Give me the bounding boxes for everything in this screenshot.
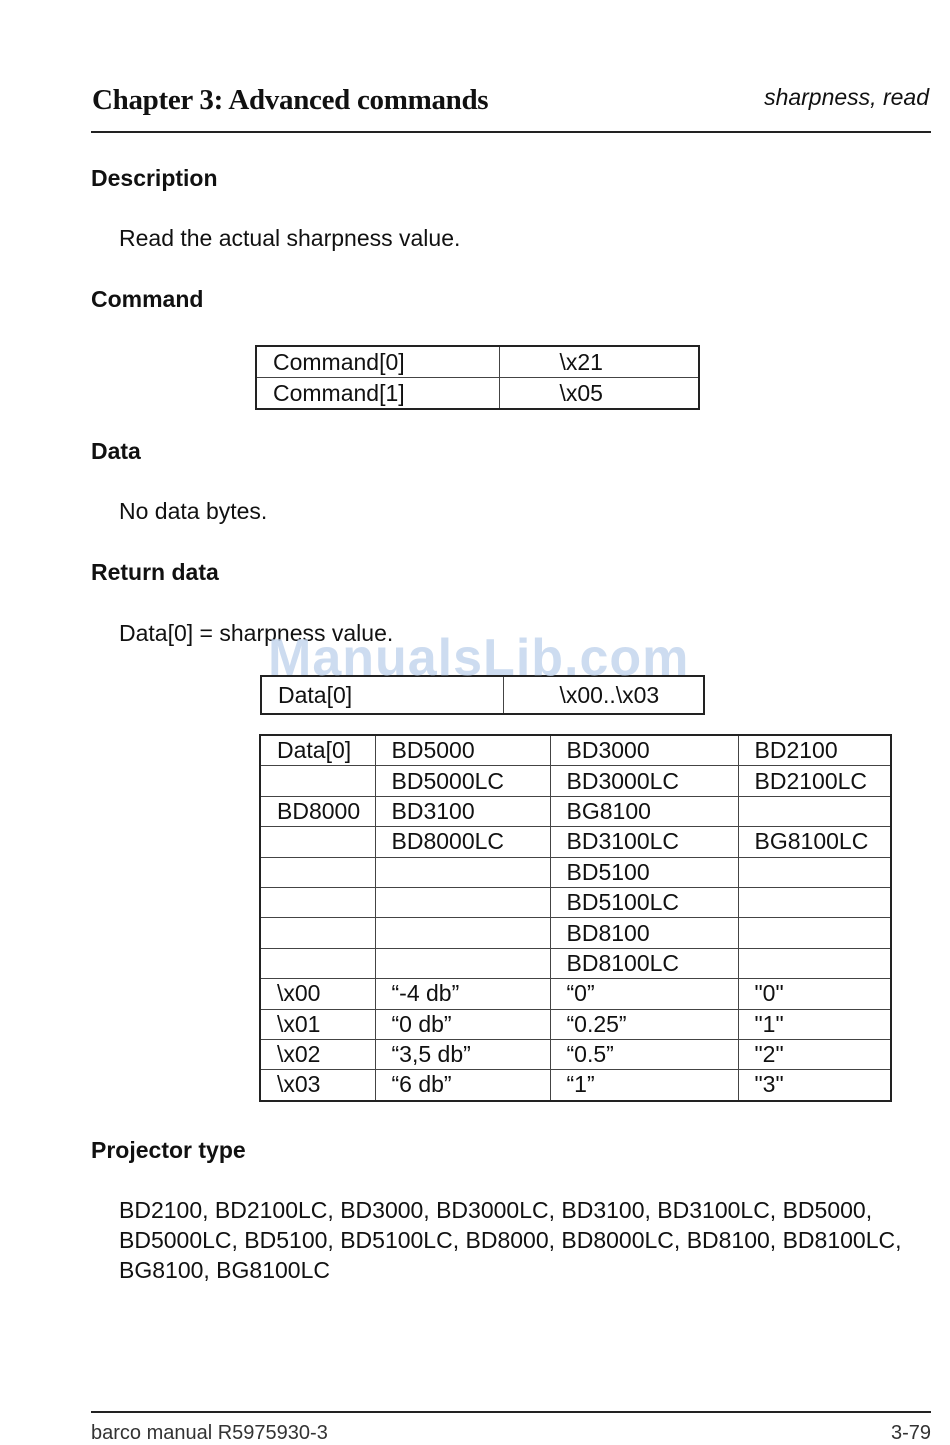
- table-cell: BD2100LC: [738, 766, 891, 796]
- table-cell: [375, 857, 550, 887]
- table-cell: "1": [738, 1009, 891, 1039]
- table-cell: BG8100LC: [738, 827, 891, 857]
- table-row: [260, 918, 891, 948]
- table-row: [261, 676, 704, 714]
- footer-left: barco manual R5975930-3: [91, 1422, 328, 1444]
- table-cell: Command[0]: [256, 346, 499, 378]
- table-cell: "0": [738, 979, 891, 1009]
- table-cell: BD5100LC: [550, 887, 738, 917]
- table-cell: [738, 948, 891, 978]
- table-cell: [260, 857, 375, 887]
- table-cell: BD3000LC: [550, 766, 738, 796]
- table-cell: \x00..\x03: [559, 681, 660, 708]
- chapter-title: Chapter 3: Advanced commands: [92, 84, 489, 116]
- table-cell: \x21: [499, 346, 699, 378]
- table-row: [260, 735, 891, 766]
- projector-type-heading: Projector type: [91, 1137, 246, 1163]
- table-cell: [738, 857, 891, 887]
- table-cell: “-4 db”: [375, 979, 550, 1009]
- table-cell: \x03: [260, 1070, 375, 1101]
- table-cell: “3,5 db”: [375, 1039, 550, 1069]
- table-cell: [375, 948, 550, 978]
- table-row: [260, 1070, 891, 1101]
- table-row: [260, 796, 891, 826]
- footer-page-number: 3-79: [890, 1422, 931, 1444]
- data-text: No data bytes.: [119, 498, 268, 524]
- table-cell: BD3100: [375, 796, 550, 826]
- table-row: [260, 887, 891, 917]
- table-cell: "3": [754, 1071, 784, 1098]
- return-data-text: Data[0] = sharpness value.: [119, 620, 394, 646]
- table-cell: “1”: [550, 1070, 738, 1101]
- table-cell: Data[0]: [260, 735, 375, 766]
- table-cell: \x02: [260, 1039, 375, 1069]
- table-cell: [738, 918, 891, 948]
- footer: [91, 1422, 931, 1444]
- table-cell: [738, 887, 891, 917]
- table-cell: BD8000: [260, 796, 375, 826]
- projector-type-list: BD2100, BD2100LC, BD3000, BD3000LC, BD3100, BD3100LC, BD5000, BD5000LC, BD5100, BD5100LC, BD8000, BD8000LC, BD8100, BD8100LC, BG8100, BG8100LC: [119, 1197, 902, 1283]
- command-table: [255, 345, 700, 410]
- table-row: [260, 857, 891, 887]
- table-cell: [260, 827, 375, 857]
- table-cell: BD8100LC: [550, 948, 738, 978]
- table-cell: “0 db”: [375, 1009, 550, 1039]
- table-cell: Data[0]: [261, 676, 503, 714]
- table-cell: BD3100LC: [550, 827, 738, 857]
- table-cell: “0.25”: [550, 1009, 738, 1039]
- return-values-table: [259, 734, 892, 1102]
- data-heading: Data: [91, 438, 141, 464]
- table-cell: “6 db”: [375, 1070, 550, 1101]
- table-cell: BD8000LC: [375, 827, 550, 857]
- header-rule: [91, 131, 931, 133]
- table-row: [260, 827, 891, 857]
- footer-rule: [91, 1411, 931, 1413]
- table-cell: BD5100: [550, 857, 738, 887]
- table-cell: \x05: [559, 379, 603, 406]
- table-row: [256, 378, 699, 410]
- table-cell: BD3000: [550, 735, 738, 766]
- table-cell: BD8100: [550, 918, 738, 948]
- table-cell: [260, 948, 375, 978]
- table-row: [260, 766, 891, 796]
- table-row: [260, 1039, 891, 1069]
- command-heading: Command: [91, 286, 204, 312]
- watermark: ManualsLib.com: [268, 629, 690, 687]
- description-text: Read the actual sharpness value.: [119, 225, 461, 251]
- table-cell: [260, 766, 375, 796]
- return-data-heading: Return data: [91, 559, 219, 585]
- table-row: [256, 346, 699, 378]
- table-cell: [375, 918, 550, 948]
- table-cell: [260, 887, 375, 917]
- table-cell: "2": [738, 1039, 891, 1069]
- table-cell: BD5000: [375, 735, 550, 766]
- table-row: [260, 1009, 891, 1039]
- table-row: [260, 979, 891, 1009]
- return-range-table: [260, 675, 705, 715]
- table-cell: “0”: [550, 979, 738, 1009]
- table-row: [260, 948, 891, 978]
- section-reference: sharpness, read: [764, 84, 929, 110]
- table-cell: [260, 918, 375, 948]
- table-cell: \x00: [260, 979, 375, 1009]
- table-cell: BD2100: [738, 735, 891, 766]
- table-cell: Command[1]: [256, 378, 499, 410]
- description-heading: Description: [91, 165, 218, 191]
- table-cell: [375, 887, 550, 917]
- table-cell: [738, 796, 891, 826]
- table-cell: “0.5”: [550, 1039, 738, 1069]
- table-cell: \x01: [260, 1009, 375, 1039]
- table-cell: BG8100: [550, 796, 738, 826]
- table-cell: BD5000LC: [375, 766, 550, 796]
